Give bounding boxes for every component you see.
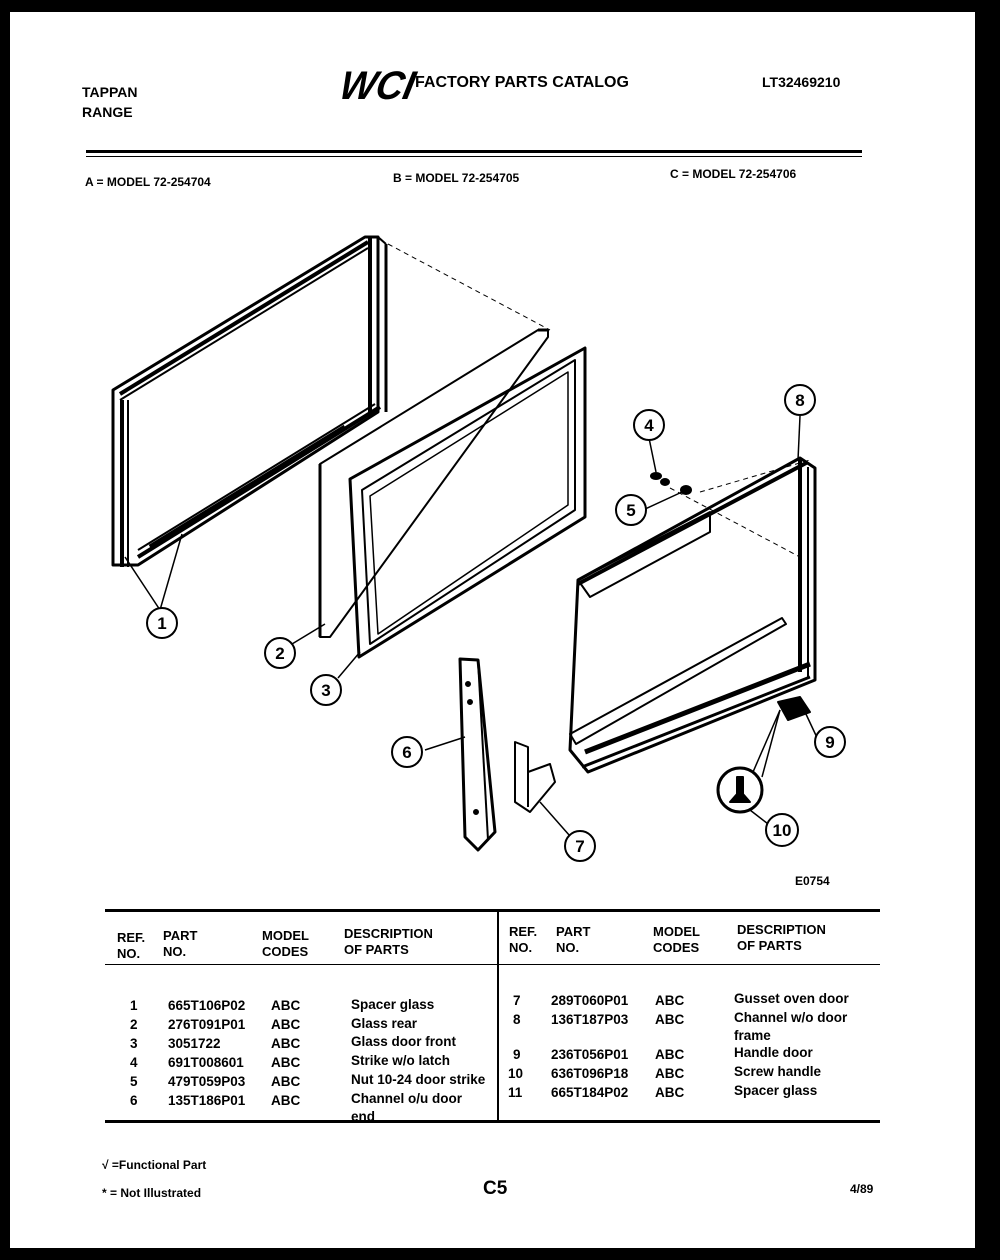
col-ref-right: REF. NO.	[509, 924, 538, 955]
callout-1	[147, 608, 177, 638]
row-part: 236T056P01	[551, 1047, 629, 1062]
row-codes: ABC	[655, 1066, 685, 1081]
col-desc-right: DESCRIPTION OF PARTS	[737, 922, 826, 953]
row-codes: ABC	[271, 1017, 301, 1032]
row-desc: Handle door	[734, 1045, 813, 1060]
row-ref: 3	[130, 1036, 138, 1051]
svg-text:WCI: WCI	[335, 62, 424, 108]
svg-text:6: 6	[402, 743, 412, 762]
brand-line-1: TAPPAN	[82, 84, 138, 100]
svg-text:9: 9	[825, 733, 835, 752]
row-desc: Channel o/u door	[351, 1091, 462, 1106]
row-desc: Glass rear	[351, 1016, 418, 1031]
svg-text:3: 3	[321, 681, 331, 700]
row-part: 479T059P03	[168, 1074, 246, 1089]
callout-8	[785, 385, 815, 415]
functional-part-note: √ =Functional Part	[102, 1158, 207, 1172]
figure-code: E0754	[795, 874, 830, 888]
row-ref: 2	[130, 1017, 138, 1032]
svg-text:2: 2	[275, 644, 285, 663]
row-desc: Gusset oven door	[734, 991, 849, 1006]
row-desc: Channel w/o door	[734, 1010, 848, 1025]
model-a: A = MODEL 72-254704	[85, 175, 211, 189]
callout-10	[766, 814, 798, 846]
col-part-left: PART NO.	[163, 928, 198, 959]
channel-door-end	[460, 659, 495, 850]
row-desc: Spacer glass	[734, 1083, 818, 1098]
row-part: 276T091P01	[168, 1017, 246, 1032]
col-part-right: PART NO.	[556, 924, 591, 955]
callout-4	[634, 410, 664, 440]
svg-text:1: 1	[157, 614, 167, 633]
row-ref: 11	[508, 1085, 523, 1100]
spacer-glass-frame	[113, 237, 386, 567]
col-ref-left: REF. NO.	[117, 930, 146, 961]
table-top-rule	[105, 909, 880, 912]
table-bottom-rule	[105, 1120, 880, 1123]
row-part: 665T184P02	[551, 1085, 629, 1100]
callout-7	[565, 831, 595, 861]
row-ref: 9	[513, 1047, 521, 1062]
row-part: 636T096P18	[551, 1066, 629, 1081]
callout-9	[815, 727, 845, 757]
row-ref: 1	[130, 998, 138, 1013]
row-ref: 6	[130, 1093, 138, 1108]
row-ref: 10	[508, 1066, 524, 1081]
catalog-title: FACTORY PARTS CATALOG	[415, 74, 629, 91]
row-codes: ABC	[271, 1055, 301, 1070]
row-part: 665T106P02	[168, 998, 246, 1013]
row-desc: Glass door front	[351, 1034, 457, 1049]
model-c: C = MODEL 72-254706	[670, 167, 797, 181]
row-part: 135T186P01	[168, 1093, 246, 1108]
row-codes: ABC	[271, 1093, 301, 1108]
row-codes: ABC	[655, 993, 685, 1008]
row-ref: 7	[513, 993, 521, 1008]
strike-hardware	[651, 473, 691, 494]
row-desc-cont: end	[351, 1109, 376, 1124]
catalog-sheet	[10, 12, 975, 1248]
row-ref: 8	[513, 1012, 521, 1027]
table-divider	[497, 909, 499, 1121]
callout-2	[265, 638, 295, 668]
exploded-parts-diagram	[10, 12, 975, 912]
svg-text:4: 4	[644, 416, 654, 435]
callout-6	[392, 737, 422, 767]
row-desc: Nut 10-24 door strike	[351, 1072, 486, 1087]
not-illustrated-note: * = Not Illustrated	[102, 1186, 202, 1200]
callout-5	[616, 495, 646, 525]
catalog-number: LT32469210	[762, 74, 841, 90]
row-codes: ABC	[271, 1036, 301, 1051]
table-header-rule	[105, 964, 880, 965]
row-ref: 5	[130, 1074, 138, 1089]
row-codes: ABC	[271, 1074, 301, 1089]
row-codes: ABC	[655, 1085, 685, 1100]
gusset	[515, 742, 555, 812]
row-part: 289T060P01	[551, 993, 629, 1008]
model-b: B = MODEL 72-254705	[393, 171, 520, 185]
channel-frame	[570, 458, 815, 772]
row-codes: ABC	[655, 1012, 685, 1027]
catalog-date: 4/89	[850, 1182, 874, 1196]
col-model-left: MODEL CODES	[262, 928, 309, 959]
page-code: C5	[483, 1178, 508, 1199]
row-codes: ABC	[271, 998, 301, 1013]
row-part: 136T187P03	[551, 1012, 629, 1027]
svg-text:7: 7	[575, 837, 585, 856]
row-desc-cont: frame	[734, 1028, 771, 1043]
callout-3	[311, 675, 341, 705]
row-desc: Screw handle	[734, 1064, 822, 1079]
row-ref: 4	[130, 1055, 138, 1070]
svg-text:8: 8	[795, 391, 805, 410]
svg-text:5: 5	[626, 501, 636, 520]
svg-text:10: 10	[772, 821, 792, 840]
row-desc: Spacer glass	[351, 997, 435, 1012]
col-model-right: MODEL CODES	[653, 924, 700, 955]
row-codes: ABC	[655, 1047, 685, 1062]
col-desc-left: DESCRIPTION OF PARTS	[344, 926, 433, 957]
brand-line-2: RANGE	[82, 104, 133, 120]
row-desc: Strike w/o latch	[351, 1053, 451, 1068]
row-part: 691T008601	[168, 1055, 244, 1070]
row-part: 3051722	[168, 1036, 221, 1051]
